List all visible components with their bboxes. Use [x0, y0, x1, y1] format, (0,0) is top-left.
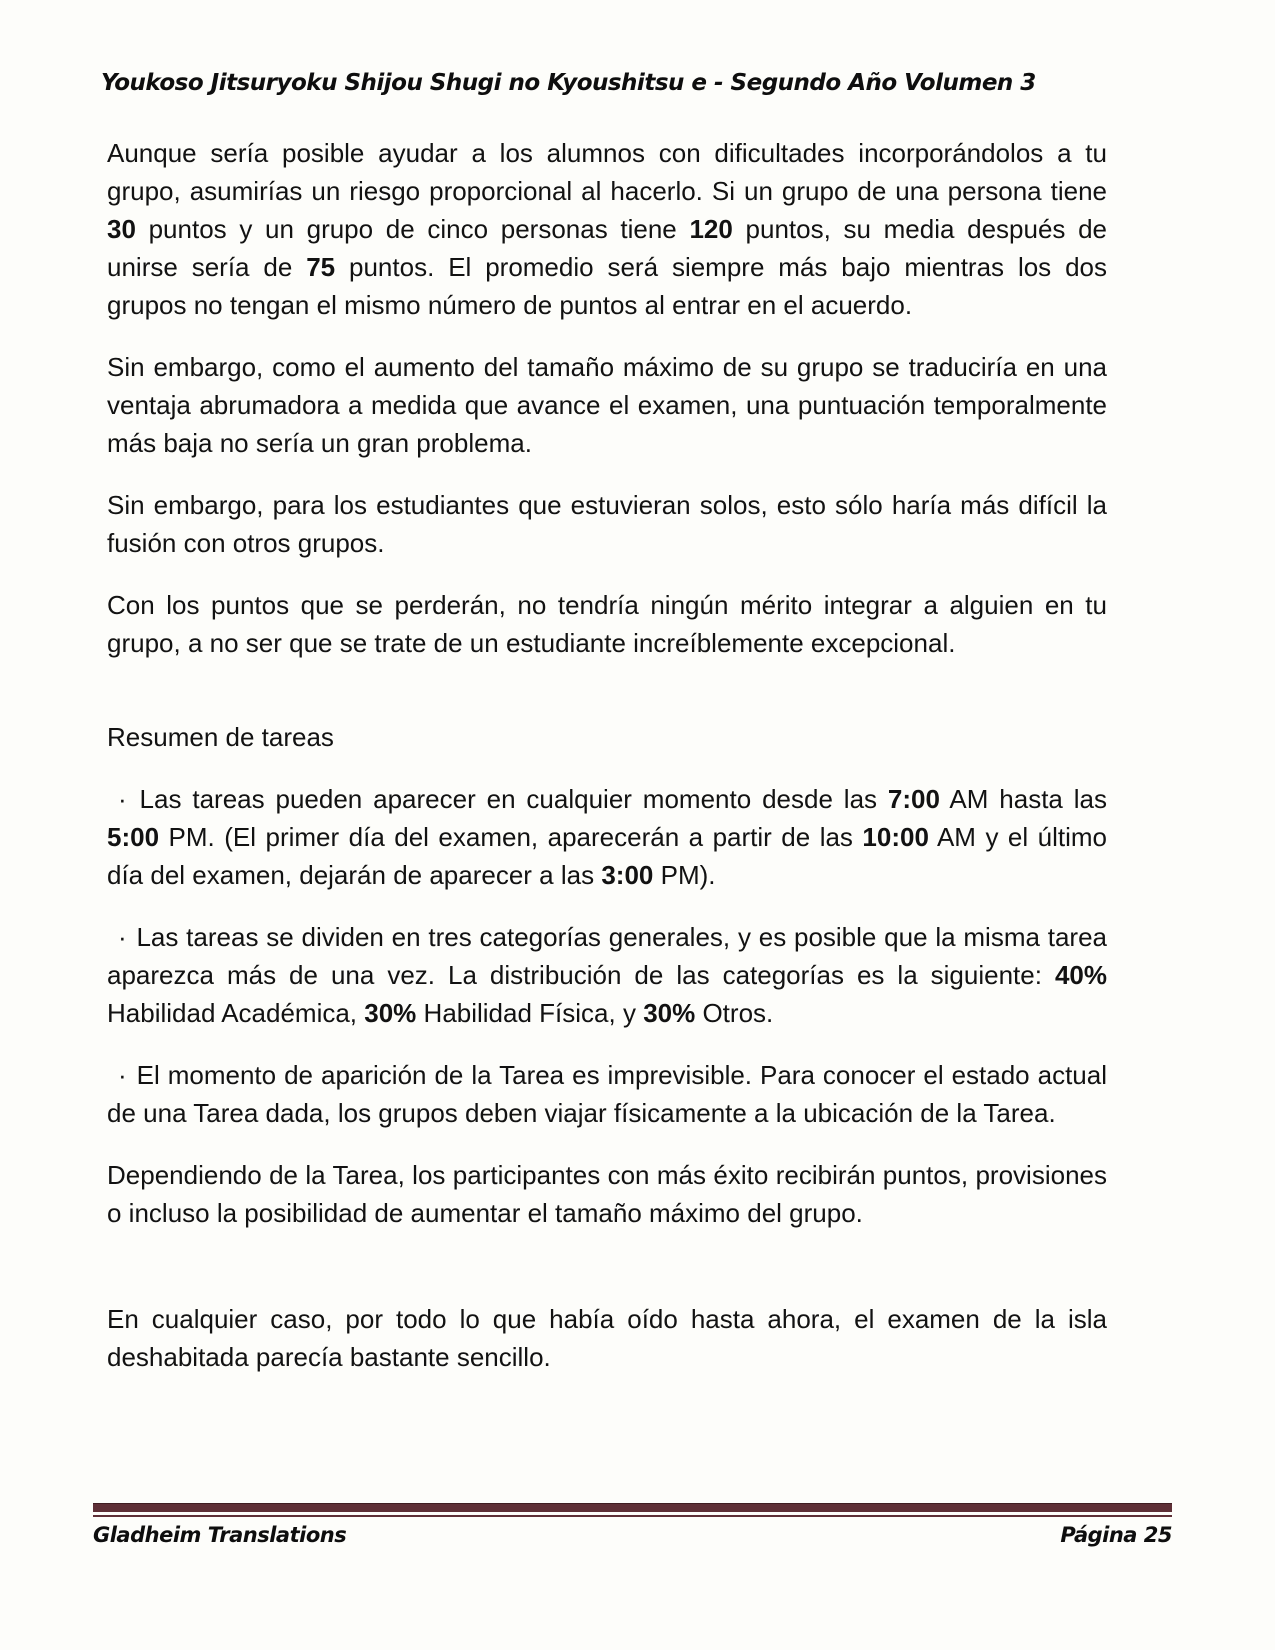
percent-value: 30% — [364, 998, 417, 1028]
points-value: 120 — [689, 214, 733, 244]
percent-value: 40% — [1054, 960, 1107, 990]
text-run: PM). — [653, 860, 716, 890]
paragraph-rewards — [107, 1156, 1107, 1232]
time-value: 3:00 — [601, 860, 654, 890]
time-value: 10:00 — [862, 822, 929, 852]
text-run: Habilidad Física, y — [416, 998, 644, 1028]
text-run: Habilidad Académica, — [107, 998, 365, 1028]
paragraph-solo-students — [107, 486, 1107, 562]
page-header — [101, 70, 1107, 96]
text-run: Las tareas se dividen en tres categorías generales, y es posible que la misma tarea aparezca más de una vez. La distribución de las categorías es la siguiente: — [107, 922, 1107, 990]
bullet-icon: · — [118, 784, 127, 814]
text-run: Otros. — [695, 998, 774, 1028]
footer-separator-thick — [93, 1503, 1172, 1512]
text-run: Las tareas pueden aparecer en cualquier momento desde las — [128, 784, 888, 814]
text-run: AM hasta las — [939, 784, 1107, 814]
footer-translator-credit: Gladheim Translations — [93, 1523, 347, 1547]
bullet-icon: · — [118, 922, 127, 952]
text-run: Aunque sería posible ayudar a los alumnos con dificultades incorporándolos a tu grupo, asumirías un riesgo proporcional al hacerlo. Si un grupo de una persona tiene — [107, 138, 1107, 206]
text-run: Dependiendo de la Tarea, los participantes con más éxito recibirán puntos, provisiones o incluso la posibilidad de aumentar el tamaño máximo del grupo. — [107, 1160, 1107, 1228]
page-footer — [93, 1503, 1172, 1547]
paragraph-points-example — [107, 134, 1107, 324]
text-run: Con los puntos que se perderán, no tendría ningún mérito integrar a alguien en tu grupo, a no ser que se trate de un estudiante increíblemente excepcional. — [107, 590, 1107, 658]
text-run: AM y el último día del examen, dejarán de aparecer a las — [107, 822, 1107, 890]
footer-page-number: Página 25 — [1060, 1523, 1172, 1547]
heading-text: Resumen de tareas — [107, 722, 334, 752]
time-value: 7:00 — [887, 784, 940, 814]
paragraph-advantage — [107, 348, 1107, 462]
footer-separator-thin — [93, 1515, 1172, 1517]
text-run: puntos. El promedio será siempre más bajo mientras los dos grupos no tengan el mismo número de puntos al entrar en el acuerdo. — [107, 252, 1107, 320]
paragraph-island-exam — [107, 1300, 1107, 1376]
text-run: Sin embargo, como el aumento del tamaño máximo de su grupo se traduciría en una ventaja abrumadora a medida que avance el examen, una puntuación temporalmente más baja no sería un gran problema. — [107, 352, 1107, 458]
text-run: puntos y un grupo de cinco personas tiene — [135, 214, 690, 244]
text-run: PM. (El primer día del examen, aparecerán a partir de las — [159, 822, 863, 852]
bullet-icon: · — [118, 1060, 127, 1090]
bullet-item-appearance — [107, 1056, 1107, 1132]
bullet-item-categories — [107, 918, 1107, 1032]
points-value: 75 — [306, 252, 336, 282]
header-title: Youkoso Jitsuryoku Shijou Shugi no Kyoushitsu e - Segundo Año Volumen 3 — [101, 70, 1036, 96]
time-value: 5:00 — [107, 822, 160, 852]
bullet-item-schedule — [107, 780, 1107, 894]
text-run: El momento de aparición de la Tarea es imprevisible. Para conocer el estado actual de una Tarea dada, los grupos deben viajar físicamente a la ubicación de la Tarea. — [107, 1060, 1107, 1128]
paragraph-merit — [107, 586, 1107, 662]
text-run: En cualquier caso, por todo lo que había oído hasta ahora, el examen de la isla deshabitada parecía bastante sencillo. — [107, 1304, 1107, 1372]
text-run: Sin embargo, para los estudiantes que estuvieran solos, esto sólo haría más difícil la fusión con otros grupos. — [107, 490, 1107, 558]
section-heading-task-summary — [107, 718, 1107, 756]
text-run: puntos, su media después de unirse sería de — [107, 214, 1108, 282]
percent-value: 30% — [643, 998, 696, 1028]
points-value: 30 — [107, 214, 136, 244]
